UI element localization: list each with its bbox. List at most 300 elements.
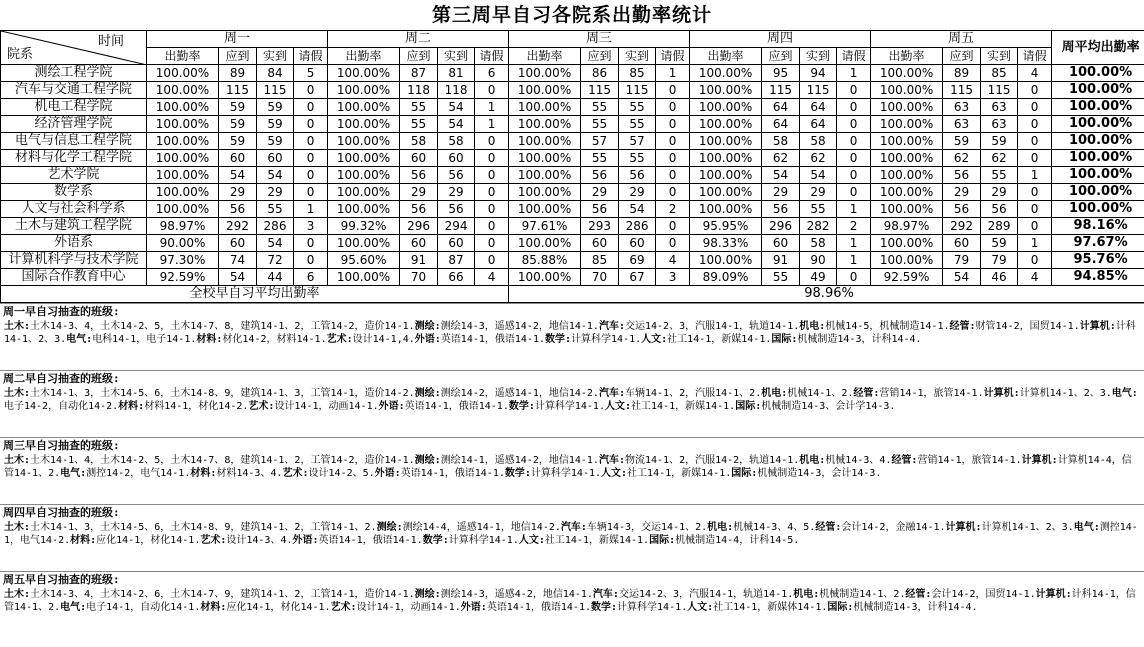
notes-class-list: 会计14-2，金融14-1. [841, 522, 946, 533]
expected-cell: 54 [219, 269, 257, 286]
weekly-avg-cell: 95.76% [1052, 252, 1144, 269]
department-name: 艺术学院 [1, 167, 147, 184]
department-name: 电气与信息工程学院 [1, 133, 147, 150]
notes-class-list: 应化14-1，材化14-1. [226, 602, 331, 613]
leave-cell: 0 [294, 99, 328, 116]
rate-cell: 100.00% [147, 167, 219, 184]
table-row [1, 65, 1144, 82]
expected-cell: 29 [581, 184, 619, 201]
present-cell: 57 [619, 133, 656, 150]
department-name: 经济管理学院 [1, 116, 147, 133]
corner-time-label: 时间 [97, 34, 124, 49]
rate-cell: 100.00% [328, 99, 400, 116]
expected-cell: 115 [581, 82, 619, 99]
sub-column-header: 应到 [400, 48, 438, 65]
notes-dept-label: 机电: [799, 455, 826, 466]
rate-cell: 100.00% [328, 184, 400, 201]
rate-cell: 100.00% [690, 201, 762, 218]
expected-cell: 59 [219, 99, 257, 116]
rate-cell: 100.00% [871, 167, 943, 184]
weekly-avg-cell: 100.00% [1052, 133, 1144, 150]
present-cell: 64 [800, 116, 837, 133]
notes-class-list: 土木14-1、3，土木14-5、6，土木14-8、9，建筑14-1、2，工管14-1、2. [30, 522, 377, 533]
notes-class-list: 土木14-1、3，土木14-5、6，土木14-8、9，建筑14-1、3，工管14-1，造价14-2. [30, 388, 415, 399]
leave-cell: 6 [475, 65, 509, 82]
notes-dept-label: 外语: [374, 468, 401, 479]
present-cell: 55 [981, 167, 1018, 184]
leave-cell: 4 [1018, 65, 1052, 82]
notes-class-list: 计算机14-1、2、3. [1019, 388, 1112, 399]
notes-dept-label: 计算机: [1035, 589, 1072, 600]
rate-cell: 100.00% [328, 133, 400, 150]
expected-cell: 115 [943, 82, 981, 99]
notes-class-list: 英语14-1，俄语14-1. [404, 401, 509, 412]
weekly-avg-cell: 98.16% [1052, 218, 1144, 235]
notes-dept-label: 国际: [735, 401, 762, 412]
notes-dept-label: 数学: [591, 602, 618, 613]
expected-cell: 58 [400, 133, 438, 150]
notes-dept-label: 电气: [1073, 522, 1100, 533]
notes-dept-label: 人文: [641, 334, 668, 345]
leave-cell: 1 [1018, 235, 1052, 252]
expected-cell: 56 [400, 201, 438, 218]
present-cell: 115 [800, 82, 837, 99]
notes-day-body [0, 588, 1144, 638]
leave-cell: 0 [1018, 116, 1052, 133]
present-cell: 59 [257, 116, 294, 133]
present-cell: 59 [981, 235, 1018, 252]
sub-column-header: 出勤率 [871, 48, 943, 65]
notes-dept-label: 机电: [793, 589, 820, 600]
expected-cell: 55 [581, 150, 619, 167]
present-cell: 55 [619, 99, 656, 116]
notes-class-list: 计科14-1，信管14-1、2. [4, 589, 1136, 613]
department-name: 材料与化学工程学院 [1, 150, 147, 167]
notes-class-list: 社工14-1，新媒14-1. [667, 334, 772, 345]
notes-class-list: 营销14-1，旅管14-1. [917, 455, 1022, 466]
rate-cell: 95.95% [690, 218, 762, 235]
notes-dept-label: 经管: [949, 321, 976, 332]
notes-class-list: 计算科学14-1. [530, 468, 602, 479]
notes-class-list: 营销14-1，旅管14-1. [879, 388, 984, 399]
notes-class-list: 测绘14-1，遥感14-2，地信14-1. [440, 455, 599, 466]
leave-cell: 2 [837, 218, 871, 235]
rate-cell: 100.00% [871, 201, 943, 218]
leave-cell: 6 [294, 269, 328, 286]
table-row [1, 167, 1144, 184]
present-cell: 56 [619, 167, 656, 184]
present-cell: 55 [257, 201, 294, 218]
department-name: 计算机科学与技术学院 [1, 252, 147, 269]
rate-cell: 100.00% [509, 116, 581, 133]
rate-cell: 100.00% [147, 184, 219, 201]
expected-cell: 85 [581, 252, 619, 269]
notes-dept-label: 土木: [4, 321, 31, 332]
notes-class-list: 土木14-3、4，土木14-2、5，土木14-7、8，建筑14-1、2，工管14-2，造价14-1. [30, 321, 415, 332]
sub-column-header: 应到 [762, 48, 800, 65]
sub-column-header: 实到 [800, 48, 837, 65]
sub-column-header: 请假 [656, 48, 690, 65]
rate-cell: 100.00% [690, 252, 762, 269]
present-cell: 29 [257, 184, 294, 201]
rate-cell: 92.59% [147, 269, 219, 286]
table-row [1, 269, 1144, 286]
notes-class-list: 土木14-3、4，土木14-2、6，土木14-7、9，建筑14-1、2，工管14-1，造价14-1. [30, 589, 415, 600]
notes-class-list: 机械制造14-3，计科14-4. [853, 602, 978, 613]
notes-class-list: 电子14-1，自动化14-1. [86, 602, 201, 613]
notes-day-heading: 周五早自习抽查的班级: [0, 571, 1144, 588]
rate-cell: 100.00% [871, 65, 943, 82]
present-cell: 66 [438, 269, 475, 286]
rate-cell: 98.97% [147, 218, 219, 235]
notes-dept-label: 计算机: [945, 522, 982, 533]
notes-class-list: 设计14-1，动画14-1. [274, 401, 379, 412]
leave-cell: 0 [1018, 252, 1052, 269]
present-cell: 81 [438, 65, 475, 82]
weekly-avg-cell: 100.00% [1052, 150, 1144, 167]
expected-cell: 54 [219, 167, 257, 184]
notes-class-list: 交运14-2、3，汽服14-1，轨道14-1. [618, 589, 794, 600]
rate-cell: 100.00% [690, 99, 762, 116]
notes-dept-label: 电气: [66, 334, 93, 345]
weekly-avg-cell: 97.67% [1052, 235, 1144, 252]
notes-dept-label: 材料: [118, 401, 145, 412]
expected-cell: 89 [943, 65, 981, 82]
notes-dept-label: 数学: [545, 334, 572, 345]
present-cell: 46 [981, 269, 1018, 286]
present-cell: 62 [800, 150, 837, 167]
expected-cell: 91 [762, 252, 800, 269]
present-cell: 29 [800, 184, 837, 201]
notes-dept-label: 土木: [4, 455, 31, 466]
expected-cell: 296 [762, 218, 800, 235]
expected-cell: 118 [400, 82, 438, 99]
notes-class-list: 财管14-2，国贸14-1. [975, 321, 1080, 332]
notes-dept-label: 土木: [4, 388, 31, 399]
present-cell: 60 [438, 150, 475, 167]
notes-class-list: 测绘14-3，遥感4-2，地信14-1. [440, 589, 593, 600]
expected-cell: 59 [219, 116, 257, 133]
rate-cell: 100.00% [871, 116, 943, 133]
present-cell: 85 [619, 65, 656, 82]
present-cell: 49 [800, 269, 837, 286]
attendance-table [0, 30, 1144, 303]
leave-cell: 4 [475, 269, 509, 286]
expected-cell: 79 [943, 252, 981, 269]
rate-cell: 100.00% [509, 201, 581, 218]
expected-cell: 70 [581, 269, 619, 286]
expected-cell: 62 [762, 150, 800, 167]
notes-dept-label: 外语: [378, 401, 405, 412]
leave-cell: 0 [837, 269, 871, 286]
notes-dept-label: 测绘: [414, 388, 441, 399]
present-cell: 54 [257, 167, 294, 184]
rate-cell: 97.61% [509, 218, 581, 235]
notes-dept-label: 汽车: [598, 455, 625, 466]
notes-dept-label: 艺术: [248, 401, 275, 412]
sub-column-header: 应到 [219, 48, 257, 65]
notes-day-heading: 周四早自习抽查的班级: [0, 504, 1144, 521]
expected-cell: 60 [581, 235, 619, 252]
weekly-avg-cell: 100.00% [1052, 201, 1144, 218]
leave-cell: 0 [475, 235, 509, 252]
present-cell: 87 [438, 252, 475, 269]
expected-cell: 58 [762, 133, 800, 150]
notes-class-list: 设计14-1,4. [352, 334, 415, 345]
leave-cell: 5 [294, 65, 328, 82]
notes-dept-label: 经管: [891, 455, 918, 466]
leave-cell: 0 [837, 116, 871, 133]
department-name: 机电工程学院 [1, 99, 147, 116]
rate-cell: 97.30% [147, 252, 219, 269]
leave-cell: 1 [1018, 167, 1052, 184]
expected-cell: 60 [219, 150, 257, 167]
notes-dept-label: 汽车: [598, 321, 625, 332]
department-name: 人文与社会科学系 [1, 201, 147, 218]
notes-class-list: 计算机14-4，信管14-1、2. [4, 455, 1132, 479]
weekly-avg-cell: 100.00% [1052, 99, 1144, 116]
present-cell: 58 [438, 133, 475, 150]
present-cell: 69 [619, 252, 656, 269]
notes-class-list: 机械制造14-4，计科14-5. [675, 535, 800, 546]
rate-cell: 100.00% [328, 167, 400, 184]
sub-column-header: 出勤率 [147, 48, 219, 65]
notes-dept-label: 艺术: [282, 468, 309, 479]
notes-class-list: 测控14-2，电气14-1. [86, 468, 191, 479]
leave-cell: 0 [837, 133, 871, 150]
notes-dept-label: 国际: [731, 468, 758, 479]
rate-cell: 100.00% [871, 82, 943, 99]
notes-day-body [0, 320, 1144, 370]
corner-dept-label: 院系 [7, 47, 34, 62]
expected-cell: 293 [581, 218, 619, 235]
notes-dept-label: 测绘: [414, 321, 441, 332]
school-average-value: 98.96% [509, 286, 1144, 303]
leave-cell: 0 [475, 252, 509, 269]
notes-dept-label: 艺术: [326, 334, 353, 345]
leave-cell: 0 [294, 150, 328, 167]
rate-cell: 100.00% [147, 150, 219, 167]
notes-class-list: 电科14-1，电子14-1. [92, 334, 197, 345]
sub-column-header: 请假 [294, 48, 328, 65]
present-cell: 62 [981, 150, 1018, 167]
rate-cell: 100.00% [328, 65, 400, 82]
rate-cell: 100.00% [690, 150, 762, 167]
notes-dept-label: 机电: [799, 321, 826, 332]
expected-cell: 62 [943, 150, 981, 167]
present-cell: 55 [619, 150, 656, 167]
rate-cell: 100.00% [147, 65, 219, 82]
notes-class-list: 英语14-1，俄语14-1. [400, 468, 505, 479]
notes-dept-label: 材料: [196, 334, 223, 345]
leave-cell: 0 [475, 201, 509, 218]
notes-class-list: 测绘14-2，遥感14-1，地信14-2. [440, 388, 599, 399]
notes-dept-label: 测绘: [414, 589, 441, 600]
leave-cell: 0 [1018, 82, 1052, 99]
expected-cell: 56 [943, 167, 981, 184]
rate-cell: 92.59% [871, 269, 943, 286]
present-cell: 59 [981, 133, 1018, 150]
present-cell: 56 [438, 167, 475, 184]
weekly-avg-cell: 94.85% [1052, 269, 1144, 286]
expected-cell: 60 [943, 235, 981, 252]
notes-day-heading: 周三早自习抽查的班级: [0, 437, 1144, 454]
present-cell: 115 [981, 82, 1018, 99]
leave-cell: 1 [475, 99, 509, 116]
rate-cell: 100.00% [328, 82, 400, 99]
present-cell: 44 [257, 269, 294, 286]
present-cell: 54 [438, 116, 475, 133]
rate-cell: 100.00% [871, 150, 943, 167]
notes-class-list: 机械制造14-3，会计14-3. [757, 468, 882, 479]
notes-dept-label: 数学: [508, 401, 535, 412]
weekly-avg-cell: 100.00% [1052, 65, 1144, 82]
spot-check-notes [0, 303, 1144, 638]
notes-class-list: 车辆14-1、2，汽服14-1、2. [624, 388, 762, 399]
expected-cell: 63 [943, 116, 981, 133]
expected-cell: 95 [762, 65, 800, 82]
present-cell: 115 [257, 82, 294, 99]
present-cell: 55 [619, 116, 656, 133]
notes-dept-label: 国际: [771, 334, 798, 345]
school-average-row [1, 286, 1144, 303]
expected-cell: 296 [400, 218, 438, 235]
present-cell: 29 [438, 184, 475, 201]
present-cell: 79 [981, 252, 1018, 269]
expected-cell: 29 [762, 184, 800, 201]
expected-cell: 29 [400, 184, 438, 201]
notes-class-list: 英语14-1，俄语14-1. [318, 535, 423, 546]
present-cell: 67 [619, 269, 656, 286]
present-cell: 60 [619, 235, 656, 252]
leave-cell: 0 [656, 133, 690, 150]
notes-class-list: 计算科学14-1. [571, 334, 642, 345]
present-cell: 63 [981, 99, 1018, 116]
notes-class-list: 材料14-1，材化14-2. [144, 401, 249, 412]
rate-cell: 100.00% [509, 99, 581, 116]
notes-dept-label: 人文: [604, 401, 632, 412]
notes-day-heading: 周二早自习抽查的班级: [0, 370, 1144, 387]
expected-cell: 56 [219, 201, 257, 218]
expected-cell: 74 [219, 252, 257, 269]
rate-cell: 100.00% [147, 133, 219, 150]
rate-cell: 100.00% [871, 235, 943, 252]
leave-cell: 0 [656, 116, 690, 133]
notes-class-list: 社工14-1，新媒14-1. [631, 401, 736, 412]
present-cell: 60 [257, 150, 294, 167]
rate-cell: 100.00% [147, 116, 219, 133]
weekly-avg-cell: 100.00% [1052, 184, 1144, 201]
present-cell: 59 [257, 99, 294, 116]
table-row [1, 218, 1144, 235]
rate-cell: 100.00% [328, 201, 400, 218]
sub-column-header: 出勤率 [690, 48, 762, 65]
department-name: 外语系 [1, 235, 147, 252]
present-cell: 58 [800, 235, 837, 252]
present-cell: 54 [438, 99, 475, 116]
leave-cell: 0 [656, 150, 690, 167]
notes-dept-label: 人文: [601, 468, 628, 479]
expected-cell: 115 [219, 82, 257, 99]
table-row [1, 116, 1144, 133]
leave-cell: 1 [475, 116, 509, 133]
present-cell: 63 [981, 116, 1018, 133]
rate-cell: 100.00% [509, 82, 581, 99]
present-cell: 90 [800, 252, 837, 269]
expected-cell: 115 [762, 82, 800, 99]
present-cell: 60 [438, 235, 475, 252]
notes-class-list: 测绘14-4，遥感14-1，地信14-2. [402, 522, 561, 533]
table-row [1, 150, 1144, 167]
present-cell: 85 [981, 65, 1018, 82]
expected-cell: 55 [762, 269, 800, 286]
expected-cell: 55 [400, 116, 438, 133]
expected-cell: 57 [581, 133, 619, 150]
corner-header [1, 31, 147, 65]
notes-class-list: 计算机14-1、2、3. [981, 522, 1074, 533]
present-cell: 84 [257, 65, 294, 82]
day-header: 周二 [328, 31, 509, 48]
expected-cell: 54 [943, 269, 981, 286]
expected-cell: 91 [400, 252, 438, 269]
expected-cell: 292 [219, 218, 257, 235]
rate-cell: 100.00% [690, 65, 762, 82]
leave-cell: 0 [656, 218, 690, 235]
leave-cell: 3 [656, 269, 690, 286]
leave-cell: 0 [656, 235, 690, 252]
day-header: 周一 [147, 31, 328, 48]
leave-cell: 0 [1018, 99, 1052, 116]
rate-cell: 100.00% [690, 116, 762, 133]
expected-cell: 64 [762, 116, 800, 133]
present-cell: 72 [257, 252, 294, 269]
leave-cell: 0 [475, 133, 509, 150]
leave-cell: 0 [837, 167, 871, 184]
expected-cell: 56 [762, 201, 800, 218]
notes-class-list: 设计14-2、5. [308, 468, 375, 479]
department-name: 国际合作教育中心 [1, 269, 147, 286]
notes-class-list: 土木14-1、4，土木14-2、5，土木14-7、8，建筑14-1、2，工管14-2，造价14-1. [30, 455, 415, 466]
notes-dept-label: 汽车: [560, 522, 587, 533]
notes-dept-label: 外语: [292, 535, 319, 546]
notes-dept-label: 土木: [4, 522, 31, 533]
notes-class-list: 英语14-1，俄语14-1. [486, 602, 591, 613]
notes-class-list: 材化14-2，材料14-1. [222, 334, 327, 345]
leave-cell: 0 [837, 99, 871, 116]
notes-dept-label: 经管: [853, 388, 880, 399]
notes-dept-label: 艺术: [200, 535, 227, 546]
notes-dept-label: 外语: [414, 334, 441, 345]
rate-cell: 85.88% [509, 252, 581, 269]
expected-cell: 59 [943, 133, 981, 150]
rate-cell: 100.00% [509, 269, 581, 286]
leave-cell: 1 [294, 201, 328, 218]
notes-dept-label: 计算机: [1079, 321, 1116, 332]
rate-cell: 95.60% [328, 252, 400, 269]
rate-cell: 100.00% [147, 82, 219, 99]
rate-cell: 99.32% [328, 218, 400, 235]
present-cell: 29 [981, 184, 1018, 201]
expected-cell: 63 [943, 99, 981, 116]
notes-class-list: 应化14-1，材化14-1. [96, 535, 201, 546]
present-cell: 54 [257, 235, 294, 252]
notes-dept-label: 数学: [422, 535, 449, 546]
rate-cell: 98.33% [690, 235, 762, 252]
sub-column-header: 实到 [438, 48, 475, 65]
sub-column-header: 应到 [943, 48, 981, 65]
present-cell: 54 [619, 201, 656, 218]
present-cell: 118 [438, 82, 475, 99]
